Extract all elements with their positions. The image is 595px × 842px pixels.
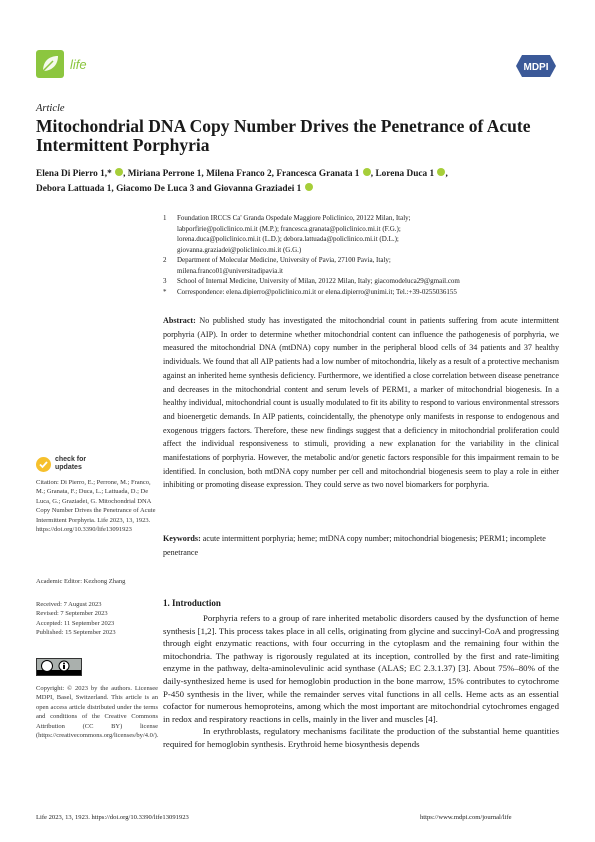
keywords — [163, 532, 559, 559]
orcid-icon[interactable] — [437, 168, 445, 176]
author[interactable]: Giovanna Graziadei 1 — [213, 184, 302, 194]
date-revised: Revised: 7 September 2023 — [36, 610, 108, 618]
academic-editor: Academic Editor: Kezhong Zhang — [36, 578, 126, 585]
copyright-notice: Copyright: © 2023 by the authors. Licensee MDPI, Basel, Switzerland. This article is an open access article distributed under the terms and conditions of the Creative Commons Attribution (CC BY) license (https://creativecommons.org/licenses/by/4.0/). — [36, 685, 159, 740]
author-list — [36, 167, 566, 197]
affiliations — [163, 213, 563, 297]
publisher-name: MDPI — [523, 62, 549, 73]
abstract — [163, 314, 559, 492]
publication-dates — [36, 600, 158, 638]
cc-by-license-icon[interactable] — [36, 658, 82, 676]
abstract-label: Abstract: — [163, 316, 196, 325]
author[interactable]: Miriana Perrone 1 — [127, 169, 202, 179]
orcid-icon[interactable] — [363, 168, 371, 176]
affiliation-row: milena.franco01@universitadipavia.it — [177, 266, 283, 275]
check-updates-icon — [36, 457, 51, 472]
check-updates-label: check for — [55, 456, 87, 463]
author[interactable]: Giacomo De Luca 3 — [116, 184, 195, 194]
date-received: Received: 7 August 2023 — [36, 601, 102, 608]
author-line-2: Debora Lattuada 1, Giacomo De Luca 3 and Giovanna Graziadei 1 — [36, 182, 566, 197]
date-published: Published: 15 September 2023 — [36, 629, 116, 637]
affiliation-row: lorena.duca@policlinico.mi.it (L.D.); debora.lattuada@policlinico.mi.it (D.L.); — [177, 235, 399, 243]
check-for-updates-button[interactable] — [36, 456, 86, 472]
leaf-icon — [36, 50, 64, 78]
paragraph: In erythroblasts, regulatory mechanisms facilitate the production of the substantial heme quantities required for hemoglobin synthesis. Erythroid heme biosynthesis depends — [163, 726, 559, 749]
section-heading: 1. Introduction — [163, 598, 221, 608]
author[interactable]: Lorena Duca 1 — [375, 169, 435, 179]
article-type: Article — [36, 103, 65, 114]
author[interactable]: Milena Franco 2 — [206, 169, 272, 179]
author[interactable]: Francesca Granata 1 — [276, 169, 360, 179]
article-title: Mitochondrial DNA Copy Number Drives the Penetrance of Acute Intermittent Porphyria — [36, 116, 531, 155]
affiliation-row: giovanna.graziadei@policlinico.mi.it (G.G.) — [177, 245, 302, 254]
correspondence: * Correspondence: elena.dipierro@policlinico.mi.it or elena.dipierro@unimi.it; Tel.:+39-0255036155 — [163, 287, 457, 296]
orcid-icon[interactable] — [305, 183, 313, 191]
author[interactable]: Elena Di Pierro 1,* — [36, 169, 112, 179]
journal-name: life — [70, 56, 87, 72]
publisher-logo — [516, 55, 556, 77]
keywords-text: acute intermittent porphyria; heme; mtDNA copy number; mitochondrial biogenesis; PERM1; incomplete penetrance — [163, 534, 546, 557]
author[interactable]: Debora Lattuada 1 — [36, 184, 112, 194]
abstract-text: No published study has investigated the mitochondrial count in patients suffering from acute intermittent porphyria (AIP). In order to determine whether mitochondrial content can influence the pathogenesis of porphyria, we measured the mitochondrial DNA (mtDNA) copy number in the peripheral blood cells of 34 patients and 37 healthy individuals. We found that all AIP patients had a low number of mitochondria, likely as a result of a protective mechanism against an inherited heme synthesis deficiency. Furthermore, we identified a close correlation between disease penetrance and decreases in the mitochondrial content and serum levels of PERM1, a marker of mitochondrial biogenesis. In a healthy individual, mitochondrial count is usually modulated to fit its ability to respond to various environmental stressors and bioenergetic demands. In AIP patients, coincidentally, the phenotype only manifests in response to endogenous and exogenous triggers factors. Therefore, these new findings suggest that a deficiency in mitochondrial proliferation could affect the individual responsiveness to stimuli, providing a new explanation for the variability in the clinical manifestations of porphyria. However, the metabolic and/or genetic factors responsible for this impairment remain to be identified. In conclusion, both mtDNA copy number per cell and mitochondrial biogenesis seem to play a role in either inhibiting or promoting disease expression. They could serve as two novel biomarkers for porphyria. — [163, 316, 559, 490]
footer-citation[interactable]: Life 2023, 13, 1923. https://doi.org/10.3390/life13091923 — [36, 814, 189, 821]
paragraph: Porphyria refers to a group of rare inherited metabolic disorders caused by the dysfunction of heme synthesis [1,2]. This process takes place in all cells, originating from glycine and succinyl-CoA and progressing through eight enzymatic reactions, with four occurring in the cytoplasm and the remaining four within the mitochondria. The pathway is rigorously regulated at its inception, controlled by the first and rate-limiting enzyme in the pathway, delta-aminolevulinic acid synthase (ALAS; EC 2.3.1.37) [3]. About 75%–80% of the daily-synthesized heme is used for hemoglobin production in the bone marrow, 15% contributes to cytochrome P-450 synthesis in the liver, while the remainder serves vital functions in all cells. Heme acts as an essential cofactor for numerous hemoproteins, among which the most important are mitochondrial cytochromes engaged in redox and respiratory reactions in cells, mainly in the liver and muscles [4]. — [163, 613, 559, 724]
affiliation-row: 2 Department of Molecular Medicine, University of Pavia, 27100 Pavia, Italy; — [163, 256, 391, 264]
author-line-1: Elena Di Pierro 1,* , Miriana Perrone 1, Milena Franco 2, Francesca Granata 1 , Lorena Duca 1 , — [36, 169, 448, 179]
introduction-body — [163, 612, 559, 751]
citation: Citation: Di Pierro, E.; Perrone, M.; Franco, M.; Granata, F.; Duca, L.; Lattuada, D.; De Luca, G.; Graziadei, G. Mitochondrial DNA Copy Number Drives the Penetrance of Acute Intermittent Porphyria. Life 2023, 13, 1923. https://doi.org/10.3390/life13091923 — [36, 479, 156, 534]
affiliation-row: 1 Foundation IRCCS Ca' Granda Ospedale Maggiore Policlinico, 20122 Milan, Italy; — [163, 214, 411, 222]
affiliation-row: 3 School of Internal Medicine, University of Milan, 20122 Milan, Italy; giacomodeluca29@gmail.com — [163, 277, 460, 285]
keywords-label: Keywords: — [163, 534, 201, 543]
date-accepted: Accepted: 11 September 2023 — [36, 619, 115, 627]
orcid-icon[interactable] — [115, 168, 123, 176]
journal-logo — [36, 50, 87, 78]
check-updates-label: updates — [55, 464, 82, 471]
footer-journal-link[interactable]: https://www.mdpi.com/journal/life — [420, 814, 512, 821]
affiliation-row: labporfirie@policlinico.mi.it (M.P.); francesca.granata@policlinico.mi.it (F.G.); — [177, 224, 401, 233]
